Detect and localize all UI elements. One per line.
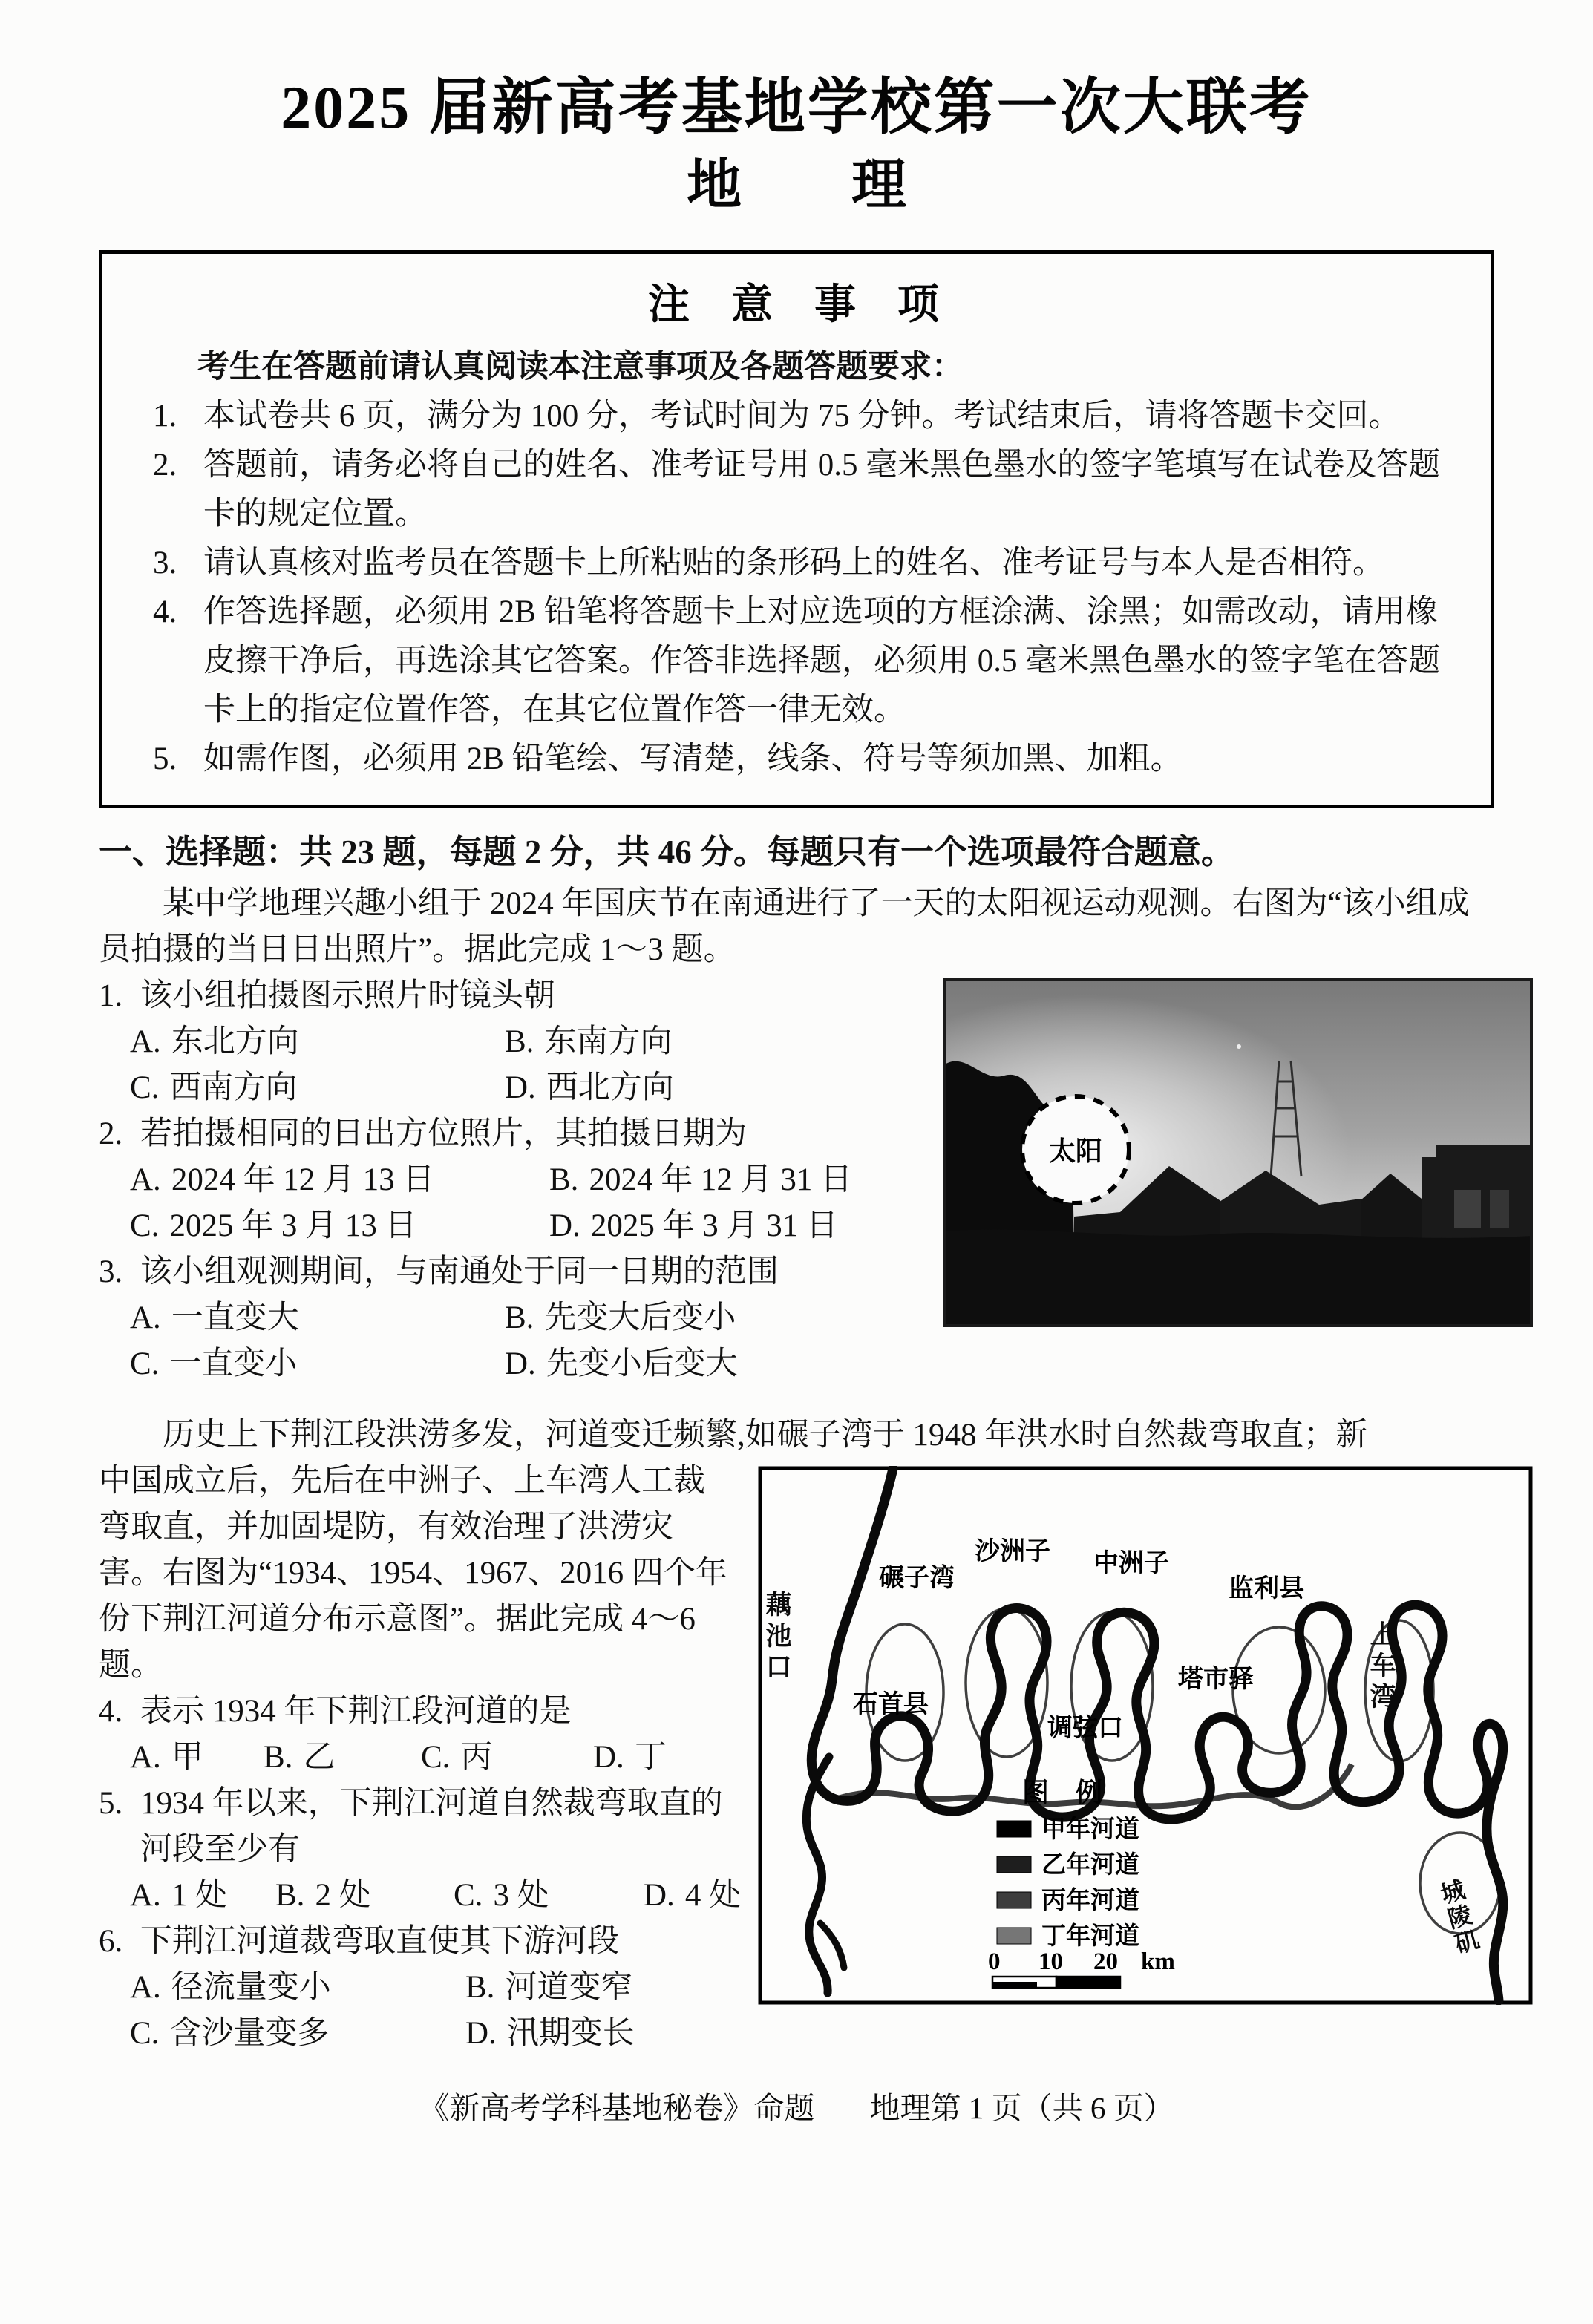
scale-tick-20: 20 (1093, 1948, 1118, 1976)
option-a: A. 一直变大 (130, 1300, 299, 1336)
question-text: 表示 1934 年下荆江段河道的是 (140, 1694, 572, 1729)
question-6-options (130, 1965, 733, 2057)
scale-unit: km (1141, 1948, 1175, 1976)
photo-foreground (943, 1230, 1533, 1328)
page-footer (99, 2084, 1494, 2127)
notice-item-number: 5. (153, 742, 177, 777)
legend-title: 图 例 (1022, 1778, 1103, 1808)
question-number: 6. (99, 1924, 123, 1960)
question-4-stem (99, 1689, 733, 1735)
option-b: B. 先变大后变小 (505, 1300, 736, 1336)
question-number: 4. (99, 1694, 123, 1729)
option-d: D. 2025 年 3 月 31 日 (549, 1208, 839, 1244)
notice-item-text: 请认真核对监考员在答题卡上所粘贴的条形码上的姓名、准考证号与本人是否相符。 (203, 546, 1384, 581)
option-d: D. 先变小后变大 (505, 1346, 738, 1382)
question-block-4-6 (99, 1413, 1494, 2057)
scale-bar-left-fill (992, 1982, 1037, 1988)
notice-item (153, 735, 1453, 784)
legend-label-yi: 乙年河道 (1041, 1852, 1139, 1879)
page-title: 2025 届新高考基地学校第一次大联考 (281, 73, 1312, 141)
legend-label-jia: 甲年河道 (1041, 1816, 1139, 1844)
notice-item-number: 1. (153, 399, 177, 434)
question-5-options (130, 1873, 742, 1919)
option-c: C. 一直变小 (130, 1346, 298, 1382)
legend-label-bing: 丙年河道 (1041, 1888, 1139, 1915)
scale-tick-10: 10 (1038, 1948, 1063, 1976)
option-a: A. 甲 (130, 1740, 203, 1775)
photo-star (1237, 1044, 1241, 1049)
section-1-heading: 一、选择题：共 23 题，每题 2 分，共 46 分。每题只有一个选项最符合题意。 (99, 834, 1235, 871)
question-3-stem (99, 1249, 914, 1295)
map-label-jianlixian: 监利县 (1229, 1575, 1304, 1603)
question-1-stem (99, 973, 914, 1019)
notice-item (153, 588, 1453, 735)
sun-label: 太阳 (1048, 1136, 1103, 1167)
block2-intro-rest: 中国成立后，先后在中洲子、上车湾人工裁弯取直，并加固堤防，有效治理了洪涝灾害。右图为“1934、1954、1967、2016 四个年份下荆江河道分布示意图”。据此完成 4～6 题。 (99, 1464, 727, 1683)
subject-title: 地 理 (687, 155, 906, 217)
map-label-zhongzhouzi: 中洲子 (1093, 1550, 1169, 1578)
notice-item (153, 392, 1453, 441)
sunrise-photo (943, 978, 1533, 1327)
map-label-shishouxian: 石首县 (853, 1691, 929, 1719)
option-b: B. 东南方向 (505, 1024, 673, 1060)
scale-tick-0: 0 (988, 1948, 1001, 1976)
legend-swatch-yi (997, 1856, 1031, 1873)
map-label-chenglingji: 城陵矶 (1435, 1876, 1482, 1960)
map-label-nianziwan: 碾子湾 (879, 1565, 955, 1593)
map-label-oujikou: 藕池口 (762, 1591, 791, 1685)
option-a: A. 1 处 (130, 1878, 228, 1914)
question-2-options (130, 1157, 914, 1249)
map-label-shangchewan: 上车湾 (1367, 1620, 1396, 1715)
question-number: 5. (99, 1786, 123, 1821)
option-b: B. 2 处 (275, 1878, 371, 1914)
question-text: 该小组观测期间，与南通处于同一日期的范围 (140, 1254, 779, 1290)
option-d: D. 西北方向 (505, 1070, 674, 1106)
map-label-tiaoxiankou: 调弦口 (1047, 1715, 1123, 1743)
question-text: 该小组拍摄图示照片时镜头朝 (140, 978, 555, 1014)
jingjiang-river-map (758, 1466, 1533, 2005)
map-label-tashiyi: 塔市驿 (1178, 1666, 1254, 1694)
question-text: 1934 年以来，下荆江河道自然裁弯取直的河段至少有 (140, 1786, 723, 1868)
question-block-1-3 (99, 881, 1494, 1387)
option-b: B. 河道变窄 (465, 1970, 633, 2006)
question-number: 1. (99, 978, 123, 1014)
notice-item-text: 本试卷共 6 页，满分为 100 分，考试时间为 75 分钟。考试结束后，请将答题卡交回。 (203, 399, 1401, 434)
option-d: D. 4 处 (644, 1878, 742, 1914)
block1-intro: 某中学地理兴趣小组于 2024 年国庆节在南通进行了一天的太阳视运动观测。右图为“该小组成员拍摄的当日日出照片”。据此完成 1～3 题。 (99, 886, 1470, 968)
option-c: C. 3 处 (454, 1878, 549, 1914)
question-6-stem (99, 1919, 733, 1965)
option-b: B. 2024 年 12 月 31 日 (549, 1162, 853, 1198)
notice-intro: 考生在答题前请认真阅读本注意事项及各题答题要求： (197, 350, 964, 385)
sunrise-photo-art (943, 978, 1533, 1327)
legend-swatch-bing (997, 1892, 1031, 1908)
legend-swatch-jia (997, 1821, 1031, 1837)
legend-swatch-ding (997, 1928, 1031, 1944)
notice-item-number: 2. (153, 448, 177, 483)
question-4-options (130, 1735, 733, 1781)
option-c: C. 含沙量变多 (130, 2016, 330, 2052)
option-c: C. 丙 (421, 1740, 493, 1775)
footer-page-number: 地理第 1 页（共 6 页） (869, 2091, 1174, 2126)
option-a: A. 径流量变小 (130, 1970, 331, 2006)
notice-item-number: 4. (153, 595, 177, 630)
photo-window (1490, 1190, 1509, 1228)
question-2-stem (99, 1111, 914, 1157)
notice-item-number: 3. (153, 546, 177, 581)
option-b: B. 乙 (264, 1740, 336, 1775)
notice-item-text: 答题前，请务必将自己的姓名、准考证号用 0.5 毫米黑色墨水的签字笔填写在试卷及答题卡的规定位置。 (203, 448, 1441, 532)
notice-item-text: 作答选择题，必须用 2B 铅笔将答题卡上对应选项的方框涂满、涂黑；如需改动，请用橡皮擦干净后，再选涂其它答案。作答非选择题，必须用 0.5 毫米黑色墨水的签字笔在答题卡上的指定位置作答，在其它位置作答一律无效。 (203, 595, 1441, 728)
question-5-stem (99, 1781, 733, 1873)
option-d: D. 丁 (593, 1740, 667, 1775)
scale-bar-right (1056, 1977, 1120, 1988)
option-d: D. 汛期变长 (465, 2016, 635, 2052)
option-a: A. 2024 年 12 月 13 日 (130, 1162, 435, 1198)
legend-label-ding: 丁年河道 (1041, 1923, 1139, 1951)
notice-item (153, 441, 1453, 539)
footer-source: 《新高考学科基地秘卷》命题 (419, 2091, 815, 2126)
question-number: 2. (99, 1116, 123, 1152)
notice-item (153, 539, 1453, 588)
photo-window (1454, 1190, 1481, 1228)
option-a: A. 东北方向 (130, 1024, 299, 1060)
river-map-art (758, 1466, 1533, 2005)
question-3-options (130, 1295, 914, 1387)
notice-heading: 注 意 事 项 (648, 282, 939, 329)
question-1-options (130, 1019, 914, 1111)
question-text: 下荆江河道裁弯取直使其下游河段 (140, 1924, 619, 1960)
option-c: C. 2025 年 3 月 13 日 (130, 1208, 417, 1244)
block2-intro-line1: 历史上下荆江段洪涝多发，河道变迁频繁,如碾子湾于 1948 年洪水时自然裁弯取直；新 (163, 1418, 1368, 1453)
notice-item-text: 如需作图，必须用 2B 铅笔绘、写清楚，线条、符号等须加黑、加粗。 (203, 742, 1183, 777)
map-label-shazhouzi: 沙洲子 (975, 1538, 1050, 1566)
question-text: 若拍摄相同的日出方位照片，其拍摄日期为 (140, 1116, 747, 1152)
question-number: 3. (99, 1254, 123, 1290)
notice-box (99, 250, 1494, 808)
option-c: C. 西南方向 (130, 1070, 298, 1106)
